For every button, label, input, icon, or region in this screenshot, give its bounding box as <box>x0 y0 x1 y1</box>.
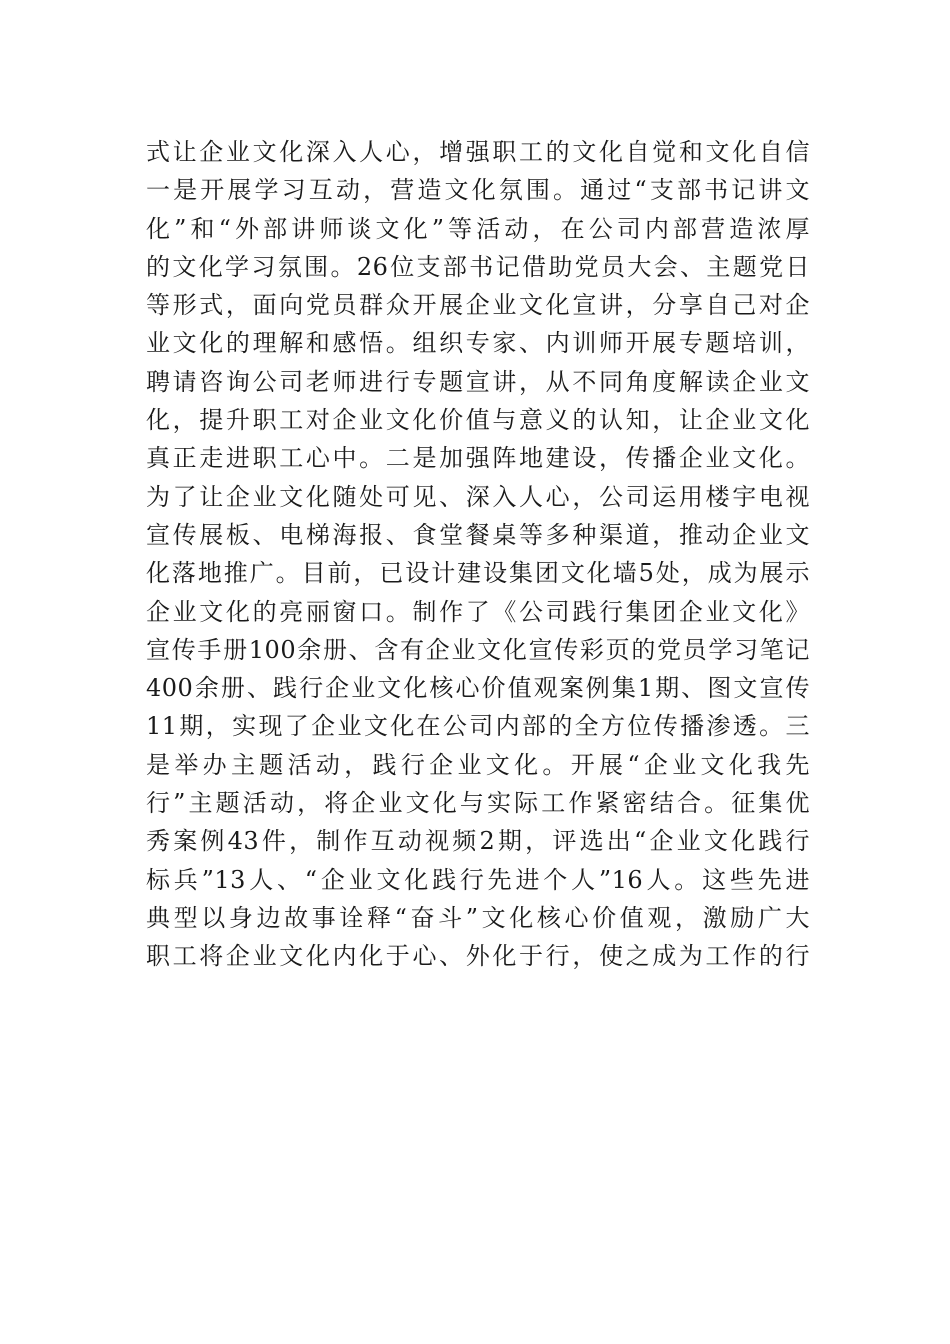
text-line: 聘请咨询公司老师进行专题宣讲，从不同角度解读企业文 <box>146 367 810 396</box>
text-line: 业文化的理解和感悟。组织专家、内训师开展专题培训， <box>146 329 810 358</box>
text-line: 行”主题活动，将企业文化与实际工作紧密结合。征集优 <box>146 789 810 818</box>
text-line: 400余册、践行企业文化核心价值观案例集1期、图文宣传 <box>146 674 810 703</box>
text-line: 宣传展板、电梯海报、食堂餐桌等多种渠道，推动企业文 <box>146 520 810 549</box>
text-line: 秀案例43件，制作互动视频2期，评选出“企业文化践行 <box>146 827 810 856</box>
text-line: 化落地推广。目前，已设计建设集团文化墙5处，成为展示 <box>146 559 810 588</box>
text-line: 等形式，面向党员群众开展企业文化宣讲，分享自己对企 <box>146 291 810 320</box>
text-line: 是举办主题活动，践行企业文化。开展“企业文化我先 <box>146 750 810 779</box>
text-line: 一是开展学习互动，营造文化氛围。通过“支部书记讲文 <box>146 176 810 205</box>
text-line: 真正走进职工心中。二是加强阵地建设，传播企业文化。 <box>146 444 810 473</box>
text-line: 宣传手册100余册、含有企业文化宣传彩页的党员学习笔记 <box>146 635 810 664</box>
text-line: 标兵”13人、“企业文化践行先进个人”16人。这些先进 <box>146 865 810 894</box>
body-text <box>146 133 810 976</box>
text-line: 化，提升职工对企业文化价值与意义的认知，让企业文化 <box>146 406 810 435</box>
text-line: 典型以身边故事诠释“奋斗”文化核心价值观，激励广大 <box>146 903 810 932</box>
text-line: 11期，实现了企业文化在公司内部的全方位传播渗透。三 <box>146 712 810 741</box>
text-line: 式让企业文化深入人心，增强职工的文化自觉和文化自信 <box>146 138 810 166</box>
text-line: 的文化学习氛围。26位支部书记借助党员大会、主题党日 <box>146 252 810 281</box>
text-line: 企业文化的亮丽窗口。制作了《公司践行集团企业文化》 <box>146 597 810 626</box>
text-line: 职工将企业文化内化于心、外化于行，使之成为工作的行 <box>146 942 810 971</box>
text-line: 化”和“外部讲师谈文化”等活动，在公司内部营造浓厚 <box>146 214 810 243</box>
text-line: 为了让企业文化随处可见、深入人心，公司运用楼宇电视 <box>146 482 810 511</box>
